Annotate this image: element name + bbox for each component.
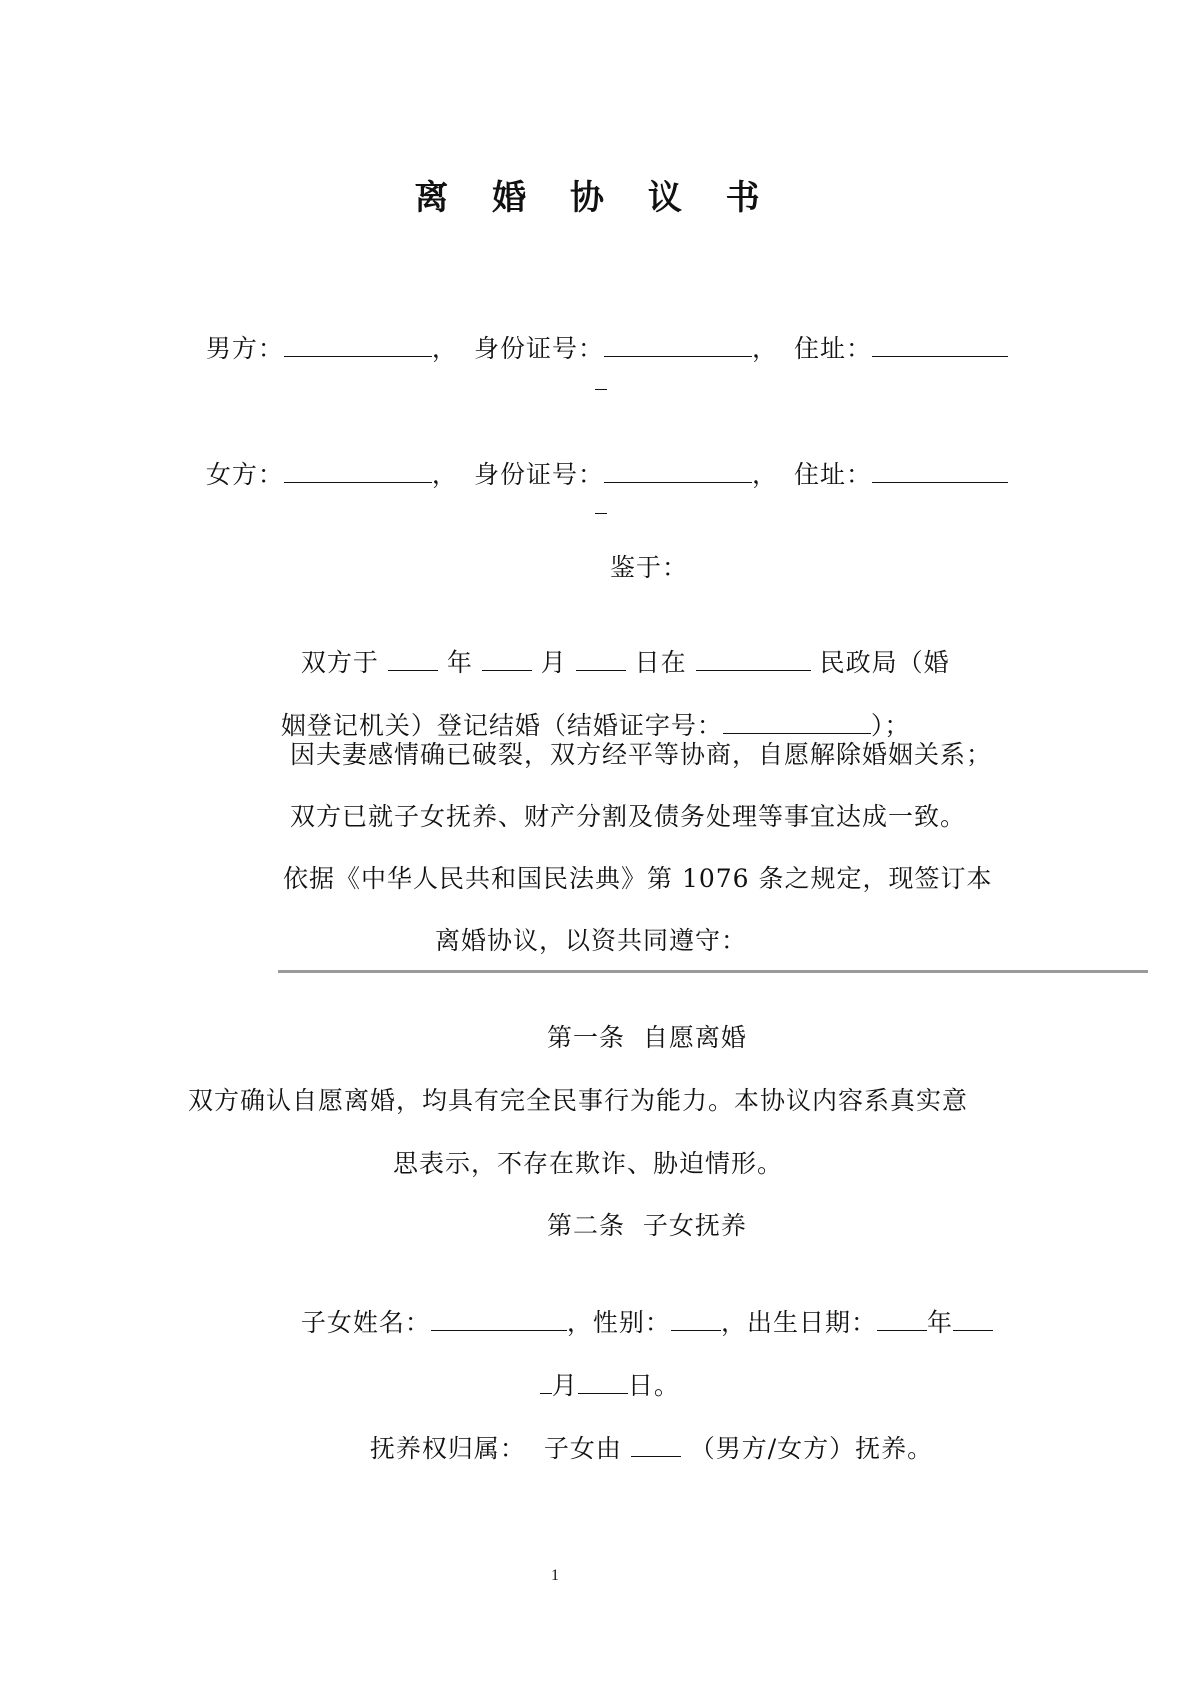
child-info-line1: 子女姓名： ，性别： ，出生日期： 年 bbox=[283, 1274, 993, 1339]
female-party-line: 女方： ， 身份证号： ， 住址： bbox=[188, 426, 1008, 491]
document-title: 离 婚 协 议 书 bbox=[414, 178, 776, 218]
whereas-heading: 鉴于： bbox=[610, 553, 689, 582]
marriage-day-blank[interactable] bbox=[576, 646, 626, 671]
female-address-blank[interactable] bbox=[872, 458, 1008, 483]
female-address-blank-continued[interactable] bbox=[595, 489, 607, 514]
custody-label: 抚养权归属： bbox=[369, 1434, 526, 1463]
male-address-blank-continued[interactable] bbox=[595, 365, 607, 390]
female-id-blank[interactable] bbox=[604, 458, 752, 483]
marriage-certificate-blank[interactable] bbox=[723, 709, 871, 734]
recital-legal-basis-line1: 依据《中华人民共和国民法典》第 1076 条之规定，现签订本 bbox=[283, 864, 993, 893]
article-2-heading: 第二条 子女抚养 bbox=[547, 1211, 747, 1240]
male-name-blank[interactable] bbox=[284, 332, 432, 357]
male-party-line: 男方： ， 身份证号： ， 住址： bbox=[188, 300, 1008, 365]
male-label: 男方： bbox=[205, 334, 284, 363]
recital-legal-basis-line2: 离婚协议，以资共同遵守： bbox=[435, 926, 748, 955]
article-1-text-line2: 思表示，不存在欺诈、胁迫情形。 bbox=[393, 1149, 784, 1178]
recital-agreement: 双方已就子女抚养、财产分割及债务处理等事宜达成一致。 bbox=[290, 802, 967, 831]
child-info-line2: 月 日。 bbox=[522, 1337, 680, 1402]
child-name-blank[interactable] bbox=[431, 1306, 567, 1331]
female-id-label: 身份证号： bbox=[473, 460, 604, 489]
marriage-month-blank[interactable] bbox=[482, 646, 532, 671]
recital-marriage-line1: 双方于 年 月 日在 民政局（婚 bbox=[300, 648, 950, 677]
female-label: 女方： bbox=[205, 460, 284, 489]
custody-line: 抚养权归属： 子女由 （男方/女方）抚养。 bbox=[369, 1434, 934, 1463]
registry-bureau-blank[interactable] bbox=[696, 646, 811, 671]
male-id-label: 身份证号： bbox=[473, 334, 604, 363]
custody-party-blank[interactable] bbox=[631, 1432, 681, 1457]
female-name-blank[interactable] bbox=[284, 458, 432, 483]
birth-month-blank-continued[interactable] bbox=[540, 1369, 552, 1394]
recital-marriage-line2: 姻登记机关）登记结婚（结婚证字号： ）； bbox=[280, 711, 911, 740]
article-1-text-line1: 双方确认自愿离婚，均具有完全民事行为能力。本协议内容系真实意 bbox=[188, 1086, 969, 1115]
birth-month-blank[interactable] bbox=[953, 1306, 993, 1331]
male-address-label: 住址： bbox=[793, 334, 872, 363]
article-1-heading: 第一条 自愿离婚 bbox=[547, 1023, 747, 1052]
recital-breakdown: 因夫妻感情确已破裂，双方经平等协商，自愿解除婚姻关系； bbox=[290, 740, 993, 769]
separator-line bbox=[278, 970, 1148, 973]
child-gender-blank[interactable] bbox=[671, 1306, 721, 1331]
female-address-label: 住址： bbox=[793, 460, 872, 489]
male-address-blank[interactable] bbox=[872, 332, 1008, 357]
marriage-year-blank[interactable] bbox=[388, 646, 438, 671]
birth-year-blank[interactable] bbox=[877, 1306, 927, 1331]
birth-day-blank[interactable] bbox=[578, 1369, 628, 1394]
male-id-blank[interactable] bbox=[604, 332, 752, 357]
page-number: 1 bbox=[551, 1567, 559, 1584]
